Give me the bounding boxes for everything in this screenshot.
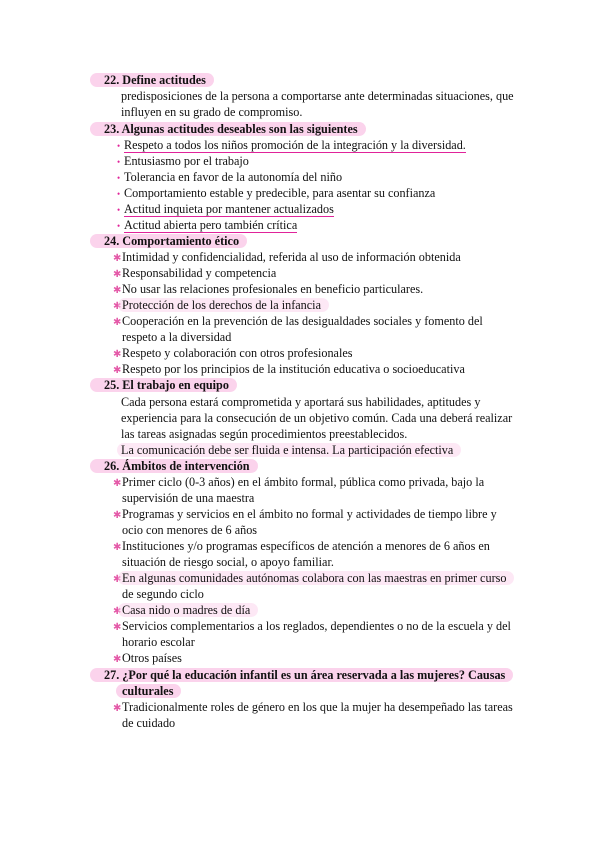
section-26-title: 26. Ámbitos de intervención [104, 458, 258, 474]
list-item: ✱Intimidad y confidencialidad, referida al uso de información obtenida [113, 249, 461, 267]
star-bullet-icon: ✱ [113, 703, 122, 714]
star-bullet-icon: ✱ [113, 510, 122, 521]
star-bullet-icon: ✱ [113, 654, 122, 665]
star-bullet-icon: ✱ [113, 478, 122, 489]
list-item-continuation: situación de riesgo social, o apoyo familiar. [122, 555, 334, 569]
dot-bullet-icon: • [117, 141, 121, 151]
list-item: ✱Respeto y colaboración con otros profesionales [113, 345, 352, 363]
section-25-text: las tareas asignadas según procedimientos preestablecidos. [121, 427, 408, 441]
star-bullet-icon: ✱ [113, 365, 122, 376]
list-item: ✱No usar las relaciones profesionales en beneficio particulares. [113, 281, 423, 299]
star-bullet-icon: ✱ [113, 606, 122, 617]
list-item: • Respeto a todos los niños promoción de la integración y la diversidad. [117, 138, 466, 152]
dot-bullet-icon: • [117, 157, 121, 167]
list-item-continuation: ocio con menores de 6 años [122, 523, 258, 537]
star-bullet-icon: ✱ [113, 253, 122, 264]
list-item: ✱Servicios complementarios a los reglados, dependientes o no de la escuela y del [113, 618, 511, 636]
section-22-text: predisposiciones de la persona a comportarse ante determinadas situaciones, que [121, 89, 514, 103]
star-bullet-icon: ✱ [113, 301, 122, 312]
star-bullet-icon: ✱ [113, 349, 122, 360]
section-23-title: 23. Algunas actitudes deseables son las siguientes [104, 121, 366, 137]
star-bullet-icon: ✱ [113, 622, 122, 633]
section-22-title: 22. Define actitudes [104, 72, 214, 88]
section-22-text: influyen en su grado de compromiso. [121, 105, 303, 119]
list-item-continuation: respeto a la diversidad [122, 330, 232, 344]
star-bullet-icon: ✱ [113, 317, 122, 328]
list-item-continuation: supervisión de una maestra [122, 491, 255, 505]
section-24-title: 24. Comportamiento ético [104, 233, 247, 249]
list-item: ✱Respeto por los principios de la institución educativa o socioeducativa [113, 361, 465, 379]
section-27-title: 27. ¿Por qué la educación infantil es un área reservada a las mujeres? Causas [104, 667, 513, 683]
list-item: • Entusiasmo por el trabajo [117, 154, 249, 168]
star-bullet-icon: ✱ [113, 269, 122, 280]
list-item: ✱Tradicionalmente roles de género en los que la mujer ha desempeñado las tareas [113, 699, 513, 717]
list-item: ✱Protección de los derechos de la infancia [113, 297, 329, 315]
list-item: • Actitud inquieta por mantener actualizados [117, 202, 334, 216]
list-item: ✱Cooperación en la prevención de las desigualdades sociales y fomento del [113, 313, 483, 331]
list-item: ✱En algunas comunidades autónomas colabora con las maestras en primer curso [113, 570, 514, 588]
dot-bullet-icon: • [117, 189, 121, 199]
section-27-title-cont: culturales [122, 683, 181, 699]
dot-bullet-icon: • [117, 221, 121, 231]
dot-bullet-icon: • [117, 205, 121, 215]
dot-bullet-icon: • [117, 173, 121, 183]
list-item: ✱Responsabilidad y competencia [113, 265, 276, 283]
list-item: ✱Instituciones y/o programas específicos de atención a menores de 6 años en [113, 538, 490, 556]
list-item: ✱Programas y servicios en el ámbito no formal y actividades de tiempo libre y [113, 506, 497, 524]
section-25-text: experiencia para la consecución de un objetivo común. Cada una deberá realizar [121, 411, 513, 425]
list-item: • Actitud abierta pero también crítica [117, 218, 298, 232]
list-item: ✱Casa nido o madres de día [113, 602, 258, 620]
list-item-continuation: de segundo ciclo [122, 587, 204, 601]
star-bullet-icon: ✱ [113, 542, 122, 553]
list-item: ✱Otros países [113, 650, 182, 668]
section-25-title: 25. El trabajo en equipo [104, 377, 237, 393]
star-bullet-icon: ✱ [113, 574, 122, 585]
list-item-continuation: horario escolar [122, 635, 195, 649]
list-item: ✱Primer ciclo (0-3 años) en el ámbito formal, pública como privada, bajo la [113, 474, 484, 492]
section-25-text: Cada persona estará comprometida y aportará sus habilidades, aptitudes y [121, 395, 481, 409]
star-bullet-icon: ✱ [113, 285, 122, 296]
section-25-text: La comunicación debe ser fluida e intensa. La participación efectiva [121, 442, 461, 458]
list-item: • Tolerancia en favor de la autonomía del niño [117, 170, 343, 184]
list-item-continuation: de cuidado [122, 716, 176, 730]
list-item: • Comportamiento estable y predecible, para asentar su confianza [117, 186, 436, 200]
